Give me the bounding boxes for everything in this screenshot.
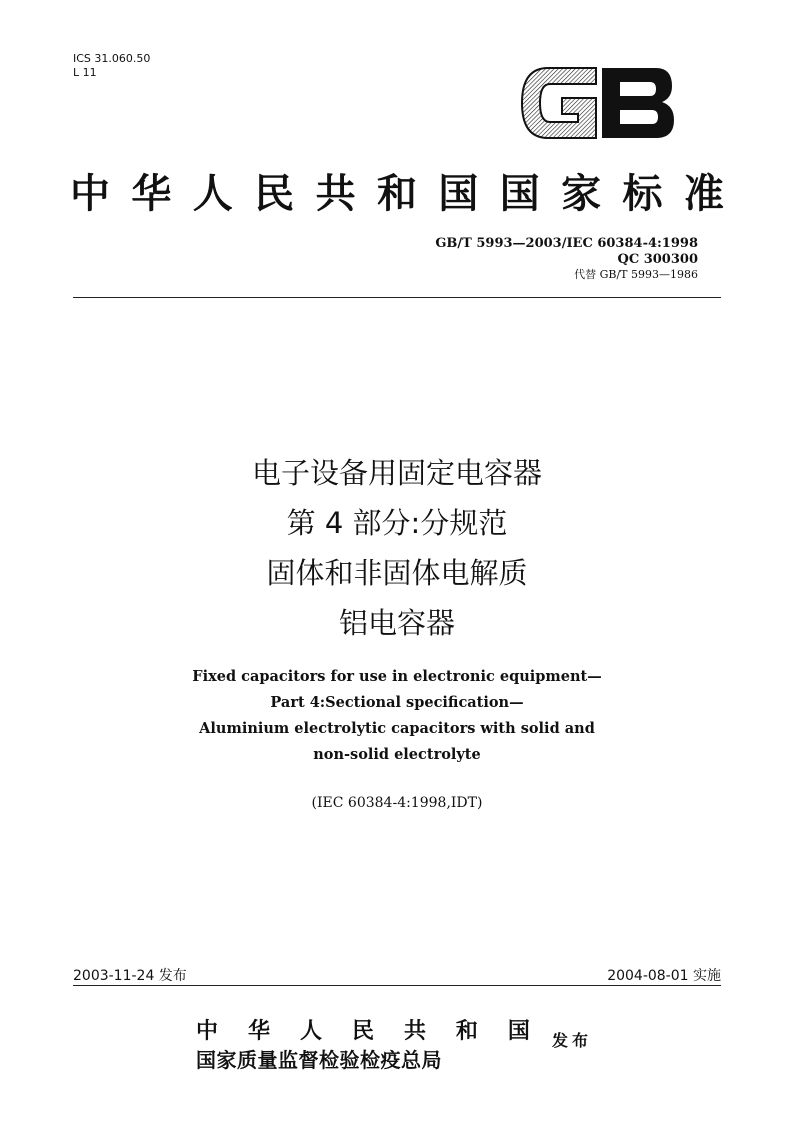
- adoption-note: (IEC 60384-4:1998,IDT): [311, 795, 483, 811]
- ics-code: ICS 31.060.50: [73, 52, 151, 65]
- replaces-note: 代替 GB/T 5993—1986: [574, 268, 698, 281]
- cn-title-line: 铝电容器: [338, 606, 455, 640]
- chinese-title: [0, 448, 794, 648]
- issuer-country-char: 华: [247, 1019, 270, 1044]
- en-title-line: Fixed capacitors for use in electronic equipment—: [192, 668, 602, 685]
- bottom-divider: [73, 985, 721, 986]
- issue-word: 发布: [552, 1031, 593, 1050]
- national-title-char: 准: [683, 170, 724, 217]
- classification-codes: [73, 52, 150, 80]
- cn-title-line: 电子设备用固定电容器: [251, 456, 542, 490]
- issuer-country-char: 国: [507, 1019, 530, 1044]
- national-title-char: 国: [499, 170, 540, 217]
- logo-text: GB: [518, 62, 520, 63]
- issuer-country-char: 共: [403, 1019, 426, 1044]
- national-title-char: 和: [376, 170, 417, 217]
- issuer-block: [196, 1018, 530, 1074]
- english-title: [0, 664, 794, 768]
- date-row: [73, 965, 721, 985]
- issuer-country-char: 中: [196, 1019, 219, 1044]
- publish-date: 2003-11-24 发布: [73, 968, 187, 984]
- issuer-country-char: 和: [455, 1019, 478, 1044]
- cn-title-line: 固体和非固体电解质: [266, 556, 528, 590]
- cn-title-line: 第 4 部分:分规范: [286, 506, 508, 540]
- issuer-country-char: 人: [299, 1019, 322, 1044]
- national-title-char: 人: [192, 170, 233, 217]
- national-title-char: 华: [131, 170, 172, 217]
- issuer-country-char: 民: [351, 1019, 374, 1044]
- implement-date: 2004-08-01 实施: [607, 968, 721, 984]
- national-title-char: 民: [254, 170, 295, 217]
- ccs-code: L 11: [73, 66, 97, 79]
- national-title-char: 国: [438, 170, 479, 217]
- national-title-char: 家: [561, 170, 602, 217]
- issuer-agency: 国家质量监督检验检疫总局: [196, 1048, 442, 1072]
- en-title-line: Aluminium electrolytic capacitors with solid and: [199, 720, 595, 737]
- qc-number: QC 300300: [617, 252, 698, 267]
- gb-logo: [518, 62, 676, 144]
- en-title-line: non-solid electrolyte: [313, 746, 481, 763]
- standard-number-block: [435, 236, 698, 282]
- top-divider: [73, 297, 721, 298]
- national-title-char: 标: [622, 170, 663, 217]
- national-standard-title: [70, 165, 724, 215]
- standard-number: GB/T 5993—2003/IEC 60384-4:1998: [435, 236, 698, 251]
- issuer-country: [196, 1018, 530, 1046]
- national-title-char: 共: [315, 170, 356, 217]
- en-title-line: Part 4:Sectional specification—: [270, 694, 524, 711]
- national-title-char: 中: [70, 170, 110, 217]
